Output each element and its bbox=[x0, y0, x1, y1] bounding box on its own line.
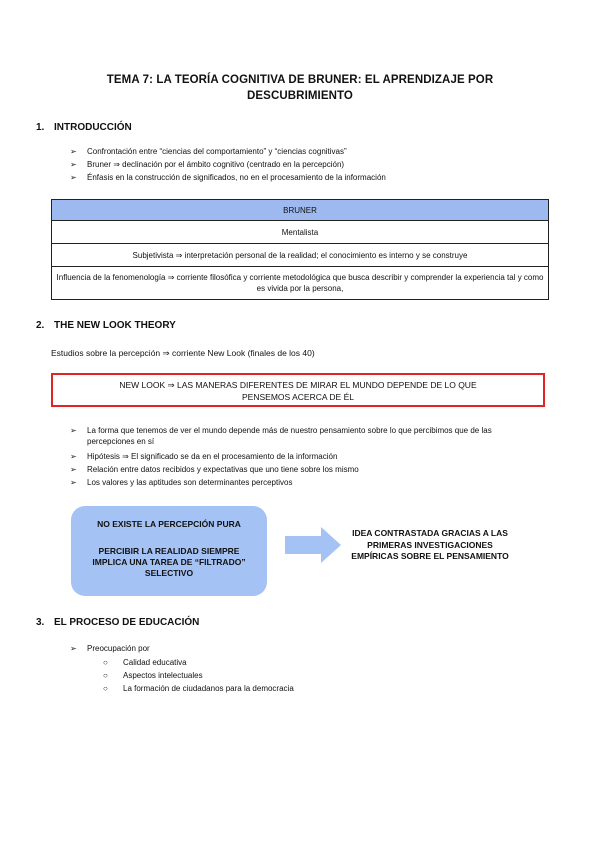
diagram-result-text: IDEA CONTRASTADA GRACIAS A LAS PRIMERAS INVESTIGACIONES EMPÍRICAS SOBRE EL PENSAMIENTO bbox=[351, 528, 509, 561]
table-row bbox=[52, 244, 549, 267]
page-title: TEMA 7: LA TEORÍA COGNITIVA DE BRUNER: EL APRENDIZAJE POR DESCUBRIMIENTO bbox=[106, 74, 494, 102]
bullet-arrow-icon: ➢ bbox=[70, 426, 77, 435]
table-row bbox=[52, 267, 549, 300]
bullet-arrow-icon: ➢ bbox=[70, 644, 77, 653]
perception-box: NO EXISTE LA PERCEPCIÓN PURA PERCIBIR LA REALIDAD SIEMPRE IMPLICA UNA TAREA DE “FILTRADO” SELECTIVO bbox=[71, 506, 267, 596]
circle-bullet-icon: ○ bbox=[103, 684, 108, 693]
section-2-intro: Estudios sobre la percepción ⇒ corriente New Look (finales de los 40) bbox=[51, 348, 315, 358]
bullet-arrow-icon: ➢ bbox=[70, 160, 77, 169]
table-header-cell: BRUNER bbox=[52, 200, 549, 221]
bullet-arrow-icon: ➢ bbox=[70, 465, 77, 474]
table-cell: Subjetivista ⇒ interpretación personal de la realidad; el conocimiento es interno y se construye bbox=[52, 244, 549, 267]
table-cell: Mentalista bbox=[52, 221, 549, 244]
circle-bullet-icon: ○ bbox=[103, 658, 108, 667]
bruner-table bbox=[51, 199, 549, 300]
bullet-arrow-icon: ➢ bbox=[70, 478, 77, 487]
list-item: ○ Calidad educativa bbox=[103, 658, 187, 667]
list-item: ○ La formación de ciudadanos para la democracia bbox=[103, 684, 294, 693]
list-item: ➢ La forma que tenemos de ver el mundo depende más de nuestro pensamiento sobre lo que percibimos que de las percepciones en sí bbox=[70, 426, 492, 446]
list-item: ➢ Énfasis en la construcción de significados, no en el procesamiento de la información bbox=[70, 173, 386, 182]
new-look-highlight-box: NEW LOOK ⇒ LAS MANERAS DIFERENTES DE MIRAR EL MUNDO DEPENDE DE LO QUE PENSEMOS ACERCA DE ÉL bbox=[51, 373, 545, 407]
list-item: ➢ Hipótesis ⇒ El significado se da en el procesamiento de la información bbox=[70, 452, 338, 461]
section-1-heading: 1. INTRODUCCIÓN bbox=[36, 122, 132, 133]
right-arrow-icon bbox=[285, 527, 341, 563]
section-3-heading: 3. EL PROCESO DE EDUCACIÓN bbox=[36, 617, 200, 628]
table-row bbox=[52, 221, 549, 244]
section-2-heading: 2. THE NEW LOOK THEORY bbox=[36, 320, 176, 331]
list-item: ○ Aspectos intelectuales bbox=[103, 671, 203, 680]
bullet-arrow-icon: ➢ bbox=[70, 173, 77, 182]
table-cell: Influencia de la fenomenología ⇒ corriente filosófica y corriente metodológica que busca describir y comprender la experiencia tal y como es vivida por la persona, bbox=[52, 267, 549, 300]
bullet-arrow-icon: ➢ bbox=[70, 452, 77, 461]
list-item: ➢ Los valores y las aptitudes son determinantes perceptivos bbox=[70, 478, 293, 487]
list-item: ➢ Preocupación por bbox=[70, 644, 150, 653]
list-item: ➢ Confrontación entre “ciencias del comportamiento” y “ciencias cognitivas” bbox=[70, 147, 347, 156]
bullet-arrow-icon: ➢ bbox=[70, 147, 77, 156]
list-item: ➢ Bruner ⇒ declinación por el ámbito cognitivo (centrado en la percepción) bbox=[70, 160, 345, 169]
circle-bullet-icon: ○ bbox=[103, 671, 108, 680]
table-header-row bbox=[52, 200, 549, 221]
list-item: ➢ Relación entre datos recibidos y expectativas que uno tiene sobre los mismo bbox=[70, 465, 359, 474]
